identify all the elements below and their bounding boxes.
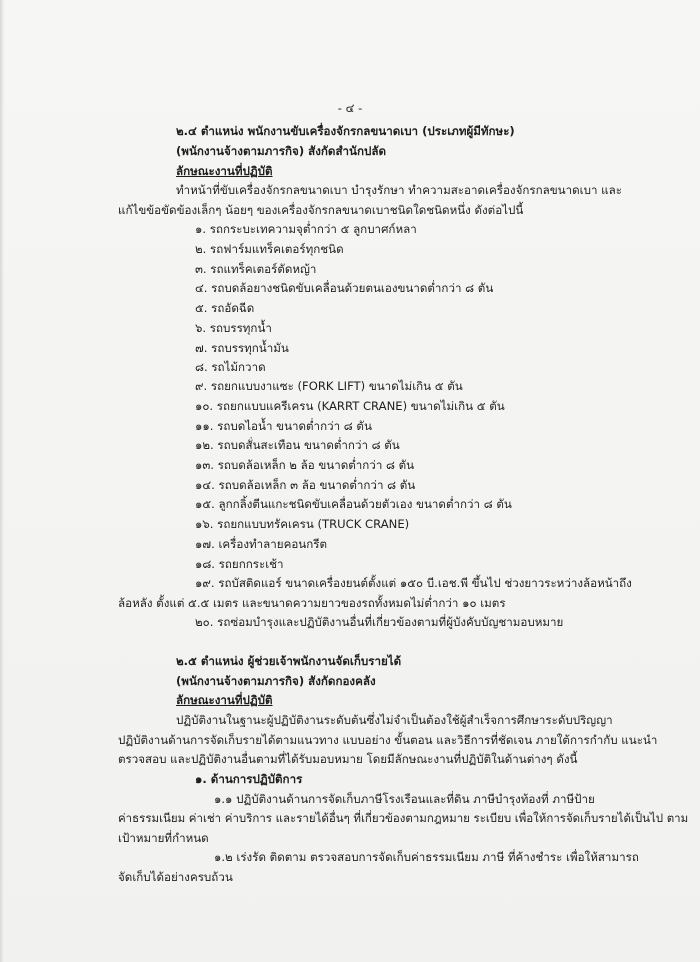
list-item: ๑๔. รถบดล้อเหล็ก ๓ ล้อ ขนาดต่ำกว่า ๘ ตัน xyxy=(195,478,416,492)
section-heading-sub: (พนักงานจ้างตามภารกิจ) สังกัดกองคลัง xyxy=(176,674,376,688)
paragraph-text: ๑.๑ ปฏิบัติงานด้านการจัดเก็บภาษีโรงเรือนและที่ดิน ภาษีบำรุงท้องที่ ภาษีป้าย xyxy=(214,792,595,806)
paragraph-text: จัดเก็บได้อย่างครบถ้วน xyxy=(118,870,233,884)
list-item: ๑๖. รถยกแบบทรัคเครน (TRUCK CRANE) xyxy=(195,517,410,531)
paragraph-text: ค่าธรรมเนียม ค่าเช่า ค่าบริการ และรายได้อื่นๆ ที่เกี่ยวข้องตามกฎหมาย ระเบียบ เพื่อให้การจัดเก็บรายได้เป็นไป ตาม xyxy=(118,811,689,825)
list-item: ๓. รถแทร็คเตอร์ตัดหญ้า xyxy=(195,262,317,276)
paragraph-text: เป้าหมายที่กำหนด xyxy=(118,831,209,845)
list-item: ๑๒. รถบดสั่นสะเทือน ขนาดต่ำกว่า ๘ ตัน xyxy=(195,438,400,452)
list-item: ๖. รถบรรทุกน้ำ xyxy=(195,321,272,335)
intro-text: แก้ไขข้อขัดข้องเล็กๆ น้อยๆ ของเครื่องจักรกลขนาดเบาชนิดใดชนิดหนึ่ง ดังต่อไปนี้ xyxy=(118,203,524,217)
list-item: ๑๐. รถยกแบบแครีเครน (KARRT CRANE) ขนาดไม่เกิน ๕ ตัน xyxy=(195,399,505,413)
list-item: ๗. รถบรรทุกน้ำมัน xyxy=(195,341,289,355)
paragraph-text: ปฏิบัติงานในฐานะผู้ปฏิบัติงานระดับต้นซึ่งไม่จำเป็นต้องใช้ผู้สำเร็จการศึกษาระดับปริญญา xyxy=(176,713,613,727)
list-item: ๑๑. รถบดไอน้ำ ขนาดต่ำกว่า ๘ ตัน xyxy=(195,419,372,433)
section-heading: ๒.๔ ตำแหน่ง พนักงานขับเครื่องจักรกลขนาดเบา (ประเภทผู้มีทักษะ) xyxy=(176,124,515,138)
list-item: ๑๗. เครื่องทำลายคอนกรีต xyxy=(195,537,327,551)
list-item: ๒. รถฟาร์มแทร็คเตอร์ทุกชนิด xyxy=(195,242,344,256)
intro-text: ทำหน้าที่ขับเครื่องจักรกลขนาดเบา บำรุงรักษา ทำความสะอาดเครื่องจักรกลขนาดเบา และ xyxy=(176,183,622,197)
list-item: ๑๙. รถบัสติดแอร์ ขนาดเครื่องยนต์ตั้งแต่ ๑๕๐ บี.เอช.พี ขึ้นไป ช่วงยาวระหว่างล้อหน้าถึง xyxy=(195,576,632,590)
list-item: ๔. รถบดล้อยางชนิดขับเคลื่อนด้วยตนเองขนาดต่ำกว่า ๘ ตัน xyxy=(195,281,494,295)
sub-heading: ๑. ด้านการปฏิบัติการ xyxy=(195,772,303,786)
section-heading-sub: (พนักงานจ้างตามภารกิจ) สังกัดสำนักปลัด xyxy=(176,144,386,158)
list-item-continuation: ล้อหลัง ตั้งแต่ ๕.๕ เมตร และขนาดความยาวของรถทั้งหมดไม่ต่ำกว่า ๑๐ เมตร xyxy=(118,596,506,610)
list-item: ๑. รถกระบะเทความจุต่ำกว่า ๕ ลูกบาศก์หลา xyxy=(195,222,417,236)
paragraph-text: ปฏิบัติงานด้านการจัดเก็บรายได้ตามแนวทาง แบบอย่าง ขั้นตอน และวิธีการที่ชัดเจน ภายใต้การกำกับ แนะนำ xyxy=(118,733,658,747)
list-item: ๑๕. ลูกกลิ้งตีนแกะชนิดขับเคลื่อนด้วยตัวเอง ขนาดต่ำกว่า ๘ ตัน xyxy=(195,497,512,511)
paragraph-text: ตรวจสอบ และปฏิบัติงานอื่นตามที่ได้รับมอบหมาย โดยมีลักษณะงานที่ปฏิบัติในด้านต่างๆ ดังนี้ xyxy=(118,752,578,766)
list-item: ๒๐. รถซ่อมบำรุงและปฏิบัติงานอื่นที่เกี่ยวข้องตามที่ผู้บังคับบัญชามอบหมาย xyxy=(195,615,564,629)
list-item: ๘. รถไม้กวาด xyxy=(195,360,266,374)
page-number: - ๔ - xyxy=(337,101,363,115)
page-edge-shadow xyxy=(0,0,4,962)
duty-title: ลักษณะงานที่ปฏิบัติ xyxy=(176,164,273,178)
list-item: ๙. รถยกแบบงาแซะ (FORK LIFT) ขนาดไม่เกิน ๕ ตัน xyxy=(195,379,463,393)
list-item: ๑๓. รถบดล้อเหล็ก ๒ ล้อ ขนาดต่ำกว่า ๘ ตัน xyxy=(195,458,415,472)
list-item: ๕. รถอัดฉีด xyxy=(195,301,255,315)
paragraph-text: ๑.๒ เร่งรัด ติดตาม ตรวจสอบการจัดเก็บค่าธรรมเนียม ภาษี ที่ค้างชำระ เพื่อให้สามารถ xyxy=(214,850,639,864)
duty-title: ลักษณะงานที่ปฏิบัติ xyxy=(176,693,273,707)
section-heading: ๒.๕ ตำแหน่ง ผู้ช่วยเจ้าพนักงานจัดเก็บรายได้ xyxy=(176,654,402,668)
list-item: ๑๘. รถยกกระเช้า xyxy=(195,557,284,571)
